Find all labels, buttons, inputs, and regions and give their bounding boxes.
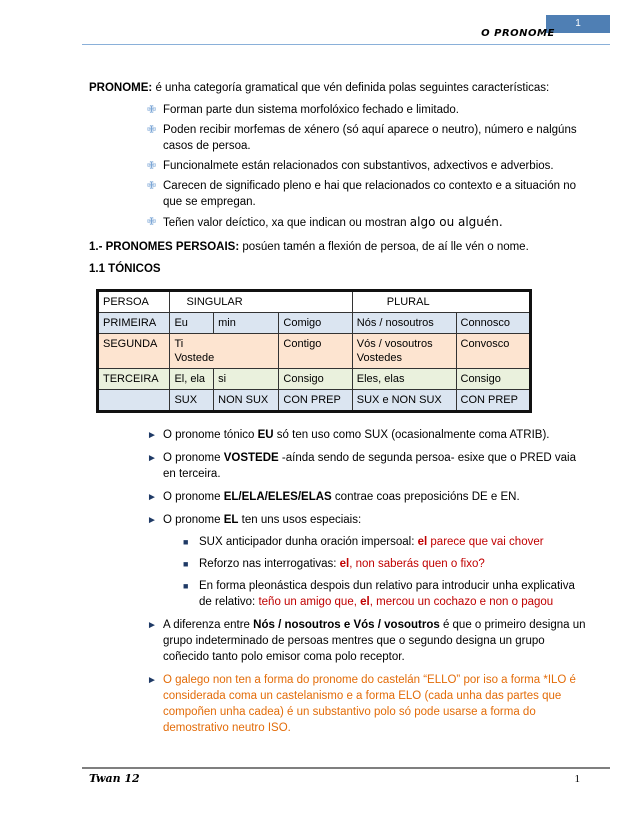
- triangle-bullet-icon: ►: [147, 620, 157, 631]
- footer-page-number: 1: [574, 773, 580, 785]
- table-cell: Consigo: [279, 369, 352, 390]
- note-text: SUX anticipador dunha oración impersoal:: [199, 536, 418, 548]
- table-row: [98, 369, 531, 390]
- table-cell: [352, 334, 456, 369]
- triangle-bullet-icon: ►: [147, 453, 157, 464]
- page-header-title: O PRONOME: [481, 28, 555, 39]
- table-cell: [170, 334, 279, 369]
- triangle-bullet-icon: ►: [147, 492, 157, 503]
- note-bold: EU: [257, 429, 274, 441]
- triangle-bullet-icon: ►: [147, 675, 157, 686]
- table-header-cell: PERSOA: [98, 291, 170, 313]
- pronoun-table: [96, 289, 532, 413]
- footer-divider: [82, 767, 610, 769]
- section-1-1-title: 1.1 TÓNICOS: [89, 263, 161, 275]
- table-cell: CON PREP: [456, 390, 531, 412]
- list-item: [183, 534, 589, 550]
- list-item: [147, 122, 589, 154]
- table-row: [98, 313, 531, 334]
- note-text: só ten uso como SUX (ocasionalmente coma ATRIB).: [273, 429, 550, 441]
- cross-bullet-icon: ✙: [147, 104, 157, 116]
- notes-list: [89, 427, 589, 736]
- list-item: [147, 214, 589, 231]
- list-item: [183, 578, 589, 610]
- note-text: O pronome: [163, 491, 224, 503]
- list-item-text: Forman parte dun sistema morfolóxico fechado e limitado.: [163, 104, 459, 116]
- note-text: é que o primeiro designa un grupo indeterminado de persoas mentres que o segundo designa un grupo coñecido tanto polo emisor coma polo receptor.: [163, 619, 586, 663]
- cross-bullet-icon: ✙: [147, 160, 157, 172]
- table-row: [98, 334, 531, 369]
- table-cell: si: [214, 369, 279, 390]
- table-cell: NON SUX: [214, 390, 279, 412]
- note-text: O pronome: [163, 452, 224, 464]
- list-item: [147, 102, 589, 118]
- list-item: [147, 427, 589, 443]
- intro-paragraph: [89, 80, 589, 96]
- note-text: En forma pleonástica despois dun relativo para introducir unha explicativa de relativo:: [199, 580, 575, 608]
- note-text: O pronome tónico: [163, 429, 258, 441]
- square-bullet-icon: ■: [183, 559, 189, 569]
- table-cell: Consigo: [456, 369, 531, 390]
- table-cell: Connosco: [456, 313, 531, 334]
- table-header-row: [98, 291, 531, 313]
- header-divider: [82, 44, 610, 45]
- table-cell: Nós / nosoutros: [352, 313, 456, 334]
- note-bold: EL: [223, 514, 239, 526]
- list-item: [147, 450, 589, 482]
- list-item: [147, 672, 589, 736]
- square-bullet-icon: ■: [183, 537, 189, 547]
- note-text: O pronome: [163, 514, 224, 526]
- table-cell: min: [214, 313, 279, 334]
- table-cell: Comigo: [279, 313, 352, 334]
- section-1-text: posúen tamén a flexión de persoa, de aí lle vén o nome.: [239, 241, 529, 253]
- cross-bullet-icon: ✙: [147, 180, 157, 192]
- table-cell: SUX: [170, 390, 214, 412]
- note-bold: Nós / nosoutros e Vós / vosoutros: [253, 619, 440, 631]
- table-cell: Contigo: [279, 334, 352, 369]
- cell-line: Ti: [174, 338, 184, 350]
- table-cell: TERCEIRA: [98, 369, 170, 390]
- cell-line: Vostedes: [356, 352, 403, 364]
- table-cell: [98, 390, 170, 412]
- note-text: ten uns usos especiais:: [238, 514, 362, 526]
- table-cell: PRIMEIRA: [98, 313, 170, 334]
- footer-author: Twan 12: [89, 772, 140, 785]
- example-text: , non saberás quen o fixo?: [349, 558, 485, 570]
- section-1-title: 1.- PRONOMES PERSOAIS:: [89, 241, 240, 253]
- note-text: A diferenza entre: [163, 619, 254, 631]
- triangle-bullet-icon: ►: [147, 515, 157, 526]
- deictic-emphasis: algo ou alguén.: [409, 215, 503, 229]
- table-cell: SUX e NON SUX: [352, 390, 456, 412]
- square-bullet-icon: ■: [183, 581, 189, 591]
- table-cell: El, ela: [170, 369, 214, 390]
- cross-bullet-icon: ✙: [147, 124, 157, 136]
- list-item: [147, 617, 589, 665]
- list-item: [147, 158, 589, 174]
- example-bold: el: [360, 596, 370, 608]
- list-item: [183, 556, 589, 572]
- table-cell: CON PREP: [279, 390, 352, 412]
- note-text: O galego non ten a forma do pronome do castelán “ELLO” por iso a forma *ILO é considerada coma un castelanismo e a forma ELO (cada unha das partes que compoñen unha cadea) é un substantivo polo só pode usarse a forma do demostrativo neutro ISO.: [163, 674, 576, 734]
- document-body: [89, 80, 589, 743]
- table-header-cell: SINGULAR: [170, 291, 352, 313]
- list-item-text: Carecen de significado pleno e hai que relacionados co contexto e a situación no que se empregan.: [163, 180, 577, 208]
- note-text: Reforzo nas interrogativas:: [199, 558, 340, 570]
- list-item-text: Funcionalmete están relacionados con substantivos, adxectivos e adverbios.: [163, 160, 554, 172]
- table-cell: Eles, elas: [352, 369, 456, 390]
- note-text: -aínda sendo de segunda persoa- esixe que o PRED vaia en terceira.: [163, 452, 576, 480]
- table-row: [98, 390, 531, 412]
- cell-line: Vostede: [174, 352, 215, 364]
- note-bold: EL/ELA/ELES/ELAS: [223, 491, 332, 503]
- section-1-heading: [89, 239, 589, 255]
- list-item: [147, 489, 589, 505]
- intro-text: é unha categoría gramatical que vén definida polas seguintes características:: [152, 82, 550, 94]
- list-item-text: Poden recibir morfemas de xénero (só aquí aparece o neutro), número e nalgúns casos de persoa.: [163, 124, 577, 152]
- example-text: teño un amigo que,: [258, 596, 361, 608]
- table-cell: Eu: [170, 313, 214, 334]
- example-text: , mercou un cochazo e non o pagou: [369, 596, 554, 608]
- example-bold: el: [417, 536, 428, 548]
- table-cell: Convosco: [456, 334, 531, 369]
- cell-line: Vós / vosoutros: [356, 338, 433, 350]
- list-item: [147, 512, 589, 610]
- note-bold: VOSTEDE: [223, 452, 279, 464]
- table-cell: SEGUNDA: [98, 334, 170, 369]
- triangle-bullet-icon: ►: [147, 430, 157, 441]
- cross-bullet-icon: ✙: [147, 216, 157, 228]
- intro-term: PRONOME:: [89, 82, 153, 94]
- list-item: [147, 178, 589, 210]
- characteristics-list: [89, 102, 589, 231]
- note-text: contrae coas preposicións DE e EN.: [331, 491, 520, 503]
- table-header-cell: PLURAL: [352, 291, 530, 313]
- list-item-text: Teñen valor deíctico, xa que indican ou mostran: [163, 217, 410, 229]
- example-bold: el: [339, 558, 350, 570]
- example-text: parece que vai chover: [427, 536, 544, 548]
- el-uses-list: [163, 534, 589, 610]
- page-number-tab: 1: [546, 15, 610, 33]
